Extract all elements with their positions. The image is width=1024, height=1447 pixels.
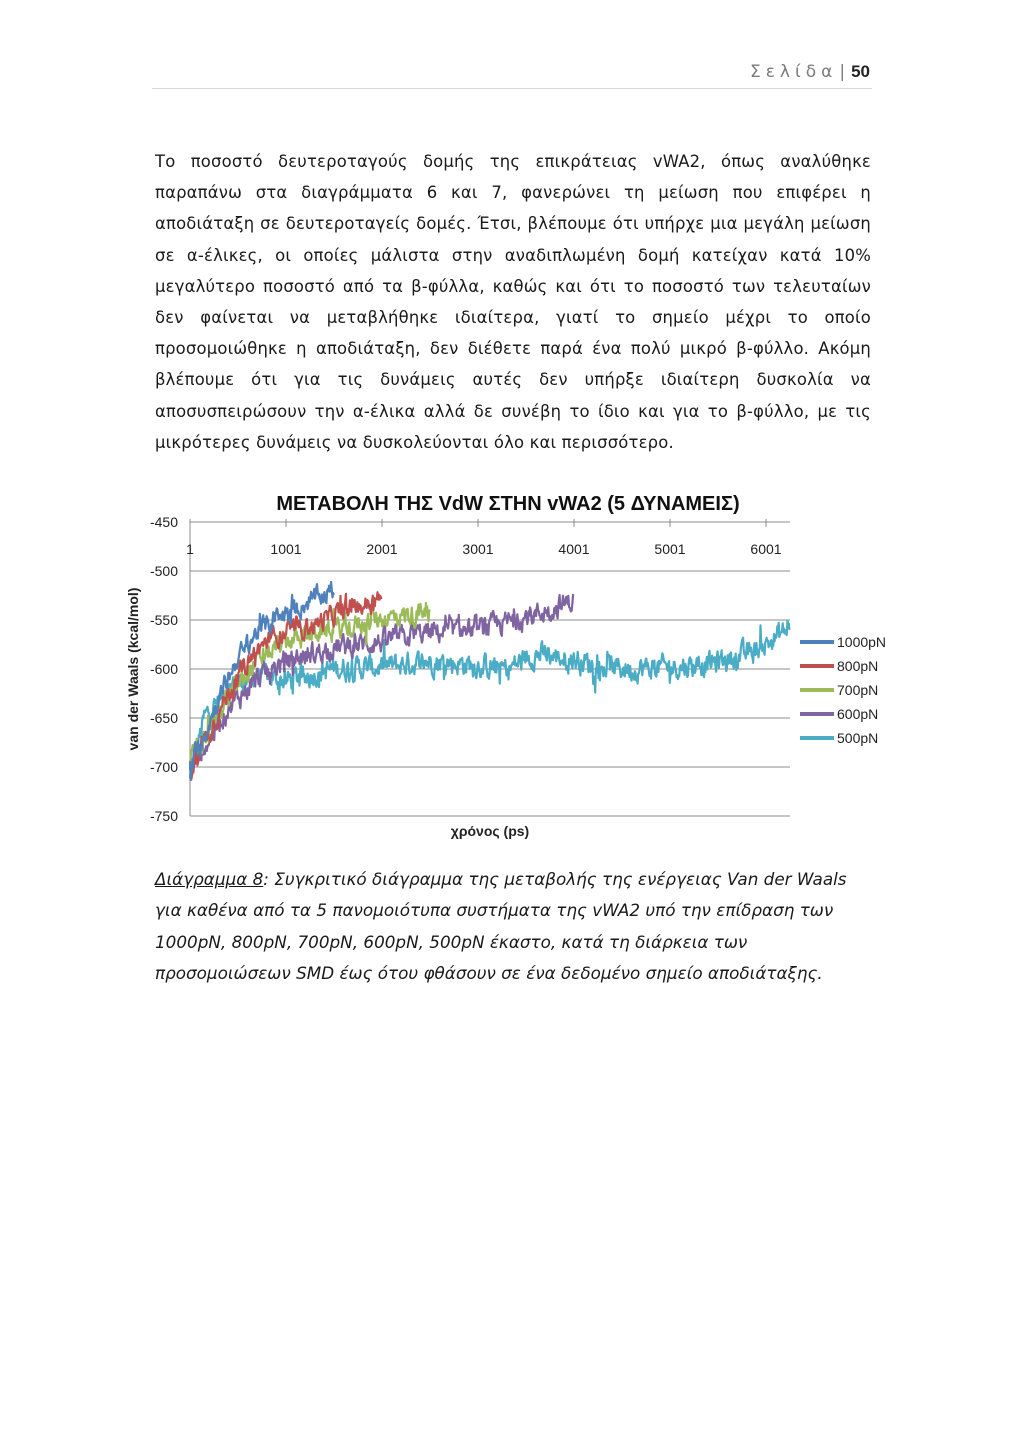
caption-colon: :: [263, 869, 269, 889]
x-tick-label: 3001: [462, 541, 494, 557]
vdw-chart-svg: [110, 480, 910, 850]
x-tick-label: 1: [186, 541, 194, 557]
y-tick-label: -450: [149, 514, 178, 530]
y-tick-label: -500: [149, 563, 178, 579]
paragraph-line: προσομοιώθηκε η αποδιάταξη, δεν διέθετε παρά ένα πολύ μικρό β-φύλλο. Ακόμη: [155, 339, 871, 359]
vdw-chart: [110, 480, 910, 850]
page-number-block: [750, 62, 870, 82]
paragraph-line: αποσυσπειρώσουν την α-έλικα αλλά δε συνέβη το ίδιο και για το β-φύλλο, με τις: [155, 401, 871, 421]
x-tick-label: 6001: [750, 541, 782, 557]
paragraph-line: βλέπουμε ότι για τις δυνάμεις αυτές δεν υπήρξε ιδιαίτερη δυσκολία να: [155, 370, 871, 390]
y-tick-label: -700: [149, 759, 178, 775]
legend-label: 600pN: [837, 706, 879, 722]
page-label: Σελίδα: [749, 62, 838, 82]
paragraph-line: σε α-έλικες, οι οποίες μάλιστα στην αναδιπλωμένη δομή κατείχαν κατά 10%: [155, 245, 871, 265]
legend-label: 1000pN: [837, 634, 887, 650]
paragraph-line: μεγαλύτερο ποσοστό από τα β-φύλλα, καθώς και ότι το ποσοστό των τελευταίων: [155, 276, 871, 296]
page-number: 50: [851, 62, 870, 81]
x-tick-label: 2001: [366, 541, 398, 557]
paragraph-line: παραπάνω στα διαγράμματα 6 και 7, φανερώνει τη μείωση που επιφέρει η: [155, 183, 871, 203]
x-tick-label: 4001: [558, 541, 590, 557]
paragraph-line: αποδιάταξη σε δευτεροταγείς δομές. Έτσι, βλέπουμε ότι υπήρχε μια μεγάλη μείωση: [155, 214, 871, 234]
chart-title: ΜΕΤΑΒΟΛΗ ΤΗΣ VdW ΣΤΗΝ vWA2 (5 ΔΥΝΑΜΕΙΣ): [276, 493, 740, 515]
y-tick-label: -750: [149, 808, 178, 824]
y-axis-label: van der Waals (kcal/mol): [125, 587, 141, 751]
legend-label: 700pN: [837, 682, 879, 698]
y-tick-label: -600: [149, 661, 178, 677]
paragraph-line: Το ποσοστό δευτεροταγούς δομής της επικράτειας vWA2, όπως αναλύθηκε: [155, 152, 871, 171]
caption-line-2: για καθένα από τα 5 πανομοιότυπα συστήματα της vWA2 υπό την επίδραση των: [155, 900, 834, 921]
caption-line-1: [155, 864, 875, 895]
page-header: [152, 58, 872, 89]
header-separator: |: [839, 62, 846, 82]
caption-line-3: 1000pN, 800pN, 700pN, 600pN, 500pN έκαστο, κατά τη διάρκεια των: [155, 931, 748, 952]
figure-caption: [155, 864, 875, 990]
paragraph-line: δεν φαίνεται να μεταβλήθηκε ιδιαίτερα, γιατί το σημείο μέχρι το οποίο: [155, 308, 871, 328]
caption-text-1: Συγκριτικό διάγραμμα της μεταβολής της ενέργειας Van der Waals: [268, 869, 847, 889]
legend-label: 800pN: [837, 658, 879, 674]
body-paragraph: [155, 146, 871, 458]
y-tick-label: -650: [149, 710, 178, 726]
legend-label: 500pN: [837, 730, 879, 746]
caption-label: Διάγραμμα 8: [155, 869, 264, 889]
x-tick-label: 5001: [654, 541, 686, 557]
y-tick-label: -550: [149, 612, 178, 628]
x-axis-label: χρόνος (ps): [450, 823, 530, 839]
paragraph-line: μικρότερες δυνάμεις να δυσκολεύονται όλο και περισσότερο.: [155, 432, 674, 452]
x-tick-label: 1001: [270, 541, 302, 557]
caption-line-4: προσομοιώσεων SMD έως ότου φθάσουν σε ένα δεδομένο σημείο αποδιάταξης.: [155, 963, 823, 984]
